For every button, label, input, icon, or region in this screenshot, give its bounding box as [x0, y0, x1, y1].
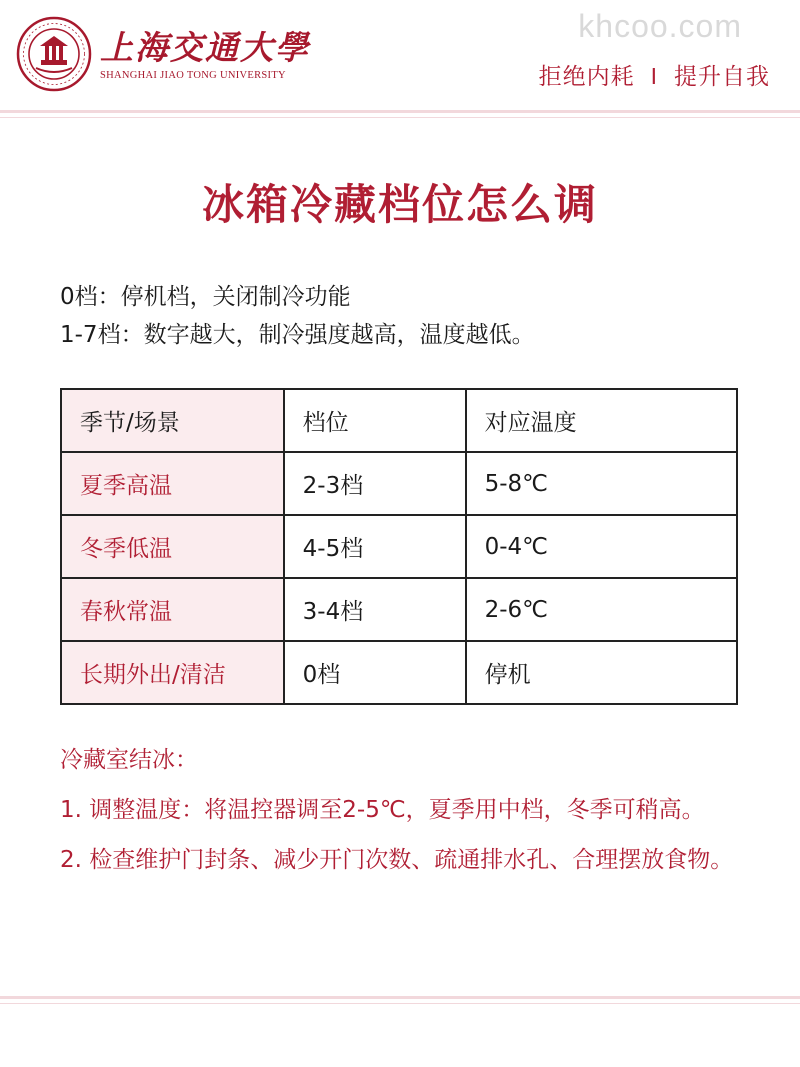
header-divider-thin [0, 117, 800, 118]
table-header-cell: 季节/场景 [61, 389, 284, 452]
table-cell-level: 3-4档 [284, 578, 466, 641]
table-row [61, 515, 737, 578]
table-cell-level: 2-3档 [284, 452, 466, 515]
university-logo [16, 14, 310, 94]
slogan-left: 拒绝内耗 [538, 64, 635, 90]
table-cell-temp: 2-6℃ [466, 578, 737, 641]
section-title: 冷藏室结冰： [60, 747, 198, 773]
footer-divider-thin [0, 1003, 800, 1004]
settings-table [60, 388, 738, 705]
header-divider [0, 110, 800, 113]
table-header-cell: 档位 [284, 389, 466, 452]
university-seal-icon [16, 16, 92, 92]
table-cell-temp: 停机 [466, 641, 737, 704]
table-cell-scene: 春秋常温 [61, 578, 284, 641]
section-item: 1. 调整温度：将温控器调至2-5℃，夏季用中档，冬季可稍高。 [60, 797, 705, 823]
logo-english-name: SHANGHAI JIAO TONG UNIVERSITY [100, 69, 286, 81]
table-row [61, 452, 737, 515]
footer-divider [0, 996, 800, 999]
table-row [61, 641, 737, 704]
table-cell-scene: 长期外出/清洁 [61, 641, 284, 704]
intro-line: 0档：停机档，关闭制冷功能 [60, 284, 351, 310]
table-cell-temp: 0-4℃ [466, 515, 737, 578]
table-header-row [61, 389, 737, 452]
table-cell-level: 0档 [284, 641, 466, 704]
intro-text [60, 278, 535, 354]
section-item: 2. 检查维护门封条、减少开门次数、疏通排水孔、合理摆放食物。 [60, 847, 734, 873]
slogan [539, 58, 770, 91]
table-cell-level: 4-5档 [284, 515, 466, 578]
slogan-separator: I [650, 63, 658, 89]
intro-line: 1-7档：数字越大，制冷强度越高，温度越低。 [60, 322, 535, 348]
page-title: 冰箱冷藏档位怎么调 [201, 180, 598, 229]
table-cell-temp: 5-8℃ [466, 452, 737, 515]
watermark: khcoo.com [578, 8, 742, 44]
table-cell-scene: 冬季低温 [61, 515, 284, 578]
logo-chinese-name: 上海交通大學 [100, 27, 310, 67]
table-header-cell: 对应温度 [466, 389, 737, 452]
table-row [61, 578, 737, 641]
table-cell-scene: 夏季高温 [61, 452, 284, 515]
slogan-right: 提升自我 [674, 64, 770, 90]
header [0, 0, 800, 112]
icing-section [60, 737, 750, 885]
